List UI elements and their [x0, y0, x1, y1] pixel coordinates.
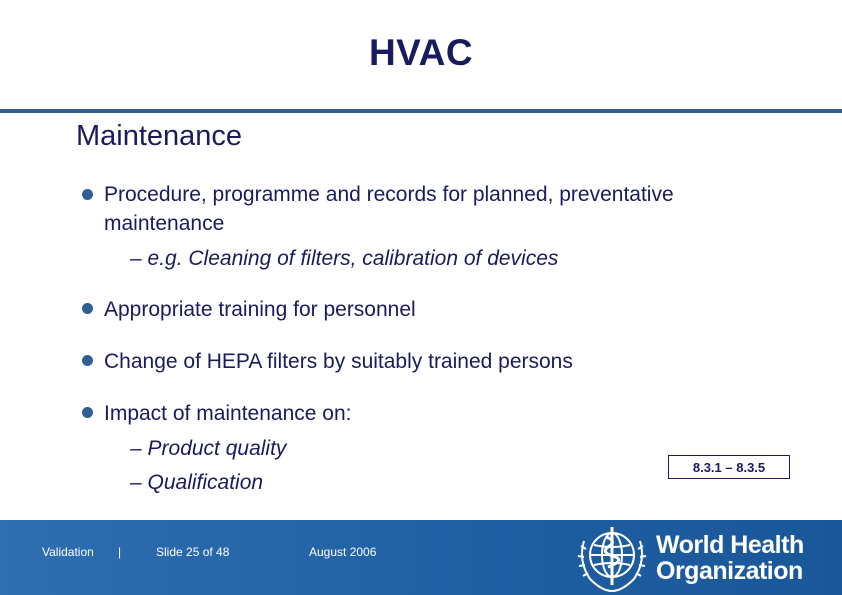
- bullet-4-text: Impact of maintenance on:: [104, 402, 352, 425]
- footer-section: Validation: [42, 545, 94, 559]
- bullet-1-line-1: Procedure, programme and records for planned, preventative: [104, 183, 674, 206]
- bullet-4-sub-1: – Product quality: [130, 437, 287, 460]
- bullet-dot-icon: [82, 355, 93, 366]
- bullet-dot-icon: [82, 303, 93, 314]
- bullet-2-text: Appropriate training for personnel: [104, 298, 416, 321]
- slide-title: HVAC: [368, 32, 474, 73]
- bullet-1-line-2: maintenance: [104, 212, 225, 235]
- reference-box: 8.3.1 – 8.3.5: [668, 455, 790, 479]
- slide-subtitle: Maintenance: [76, 120, 243, 152]
- footer-separator: |: [118, 545, 122, 559]
- footer-slide-number: Slide 25 of 48: [156, 545, 230, 559]
- bullet-dot-icon: [82, 407, 93, 418]
- footer-date: August 2006: [309, 545, 377, 559]
- who-name-line-1: World Health: [656, 531, 804, 559]
- who-name-line-2: Organization: [656, 557, 803, 585]
- title-divider: [0, 109, 842, 113]
- bullet-3-text: Change of HEPA filters by suitably trained persons: [104, 350, 573, 373]
- bullet-dot-icon: [82, 189, 93, 200]
- bullet-4-sub-2: – Qualification: [130, 471, 264, 494]
- bullet-1-sub-1: – e.g. Cleaning of filters, calibration of devices: [130, 247, 559, 270]
- who-emblem-icon: [572, 521, 652, 595]
